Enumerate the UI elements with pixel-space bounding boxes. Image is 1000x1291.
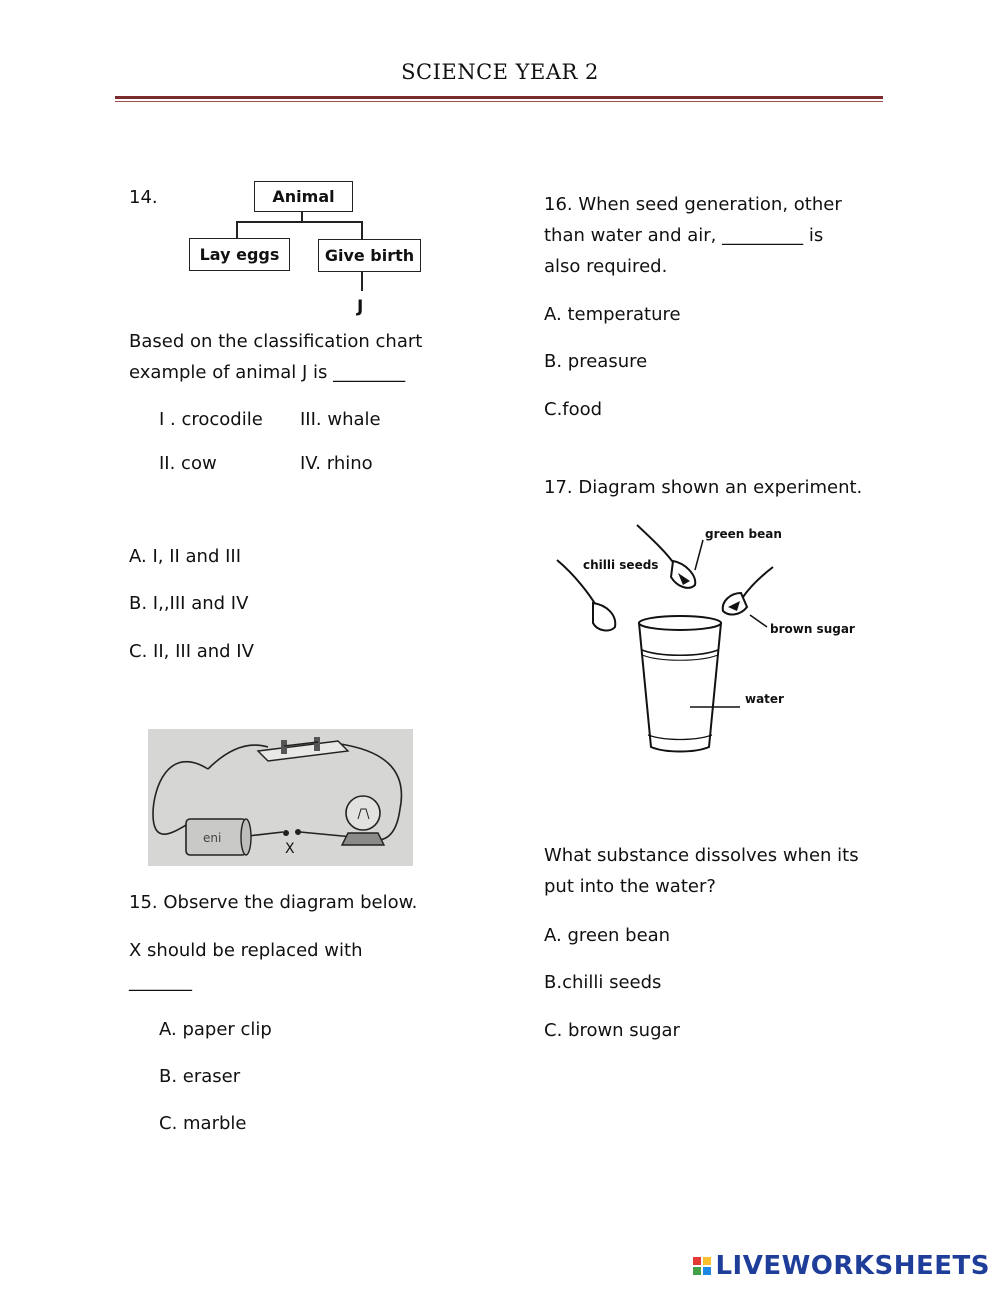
q15-blank: _______ — [129, 971, 192, 992]
glass — [639, 623, 721, 752]
q14-prompt-line1: Based on the classification chart — [129, 331, 423, 352]
q15-line1: 15. Observe the diagram below. — [129, 892, 418, 913]
switch-post — [281, 740, 287, 754]
q15-option-c[interactable]: C. marble — [159, 1113, 247, 1134]
q17-question-line2: put into the water? — [544, 876, 716, 897]
logo-text: LIVEWORKSHEETS — [715, 1251, 990, 1281]
q14-item: III. whale — [300, 409, 381, 430]
bulb-holder — [342, 833, 384, 845]
header-rule — [115, 96, 883, 99]
q15-option-a[interactable]: A. paper clip — [159, 1019, 272, 1040]
experiment-diagram — [545, 515, 865, 760]
circuit-diagram — [148, 729, 413, 866]
q17-line1: 17. Diagram shown an experiment. — [544, 477, 863, 498]
circuit-wire — [208, 745, 268, 769]
gap-terminal — [295, 829, 301, 835]
chart-node-animal: Animal — [254, 181, 353, 212]
battery-end — [241, 819, 251, 855]
page-title: SCIENCE YEAR 2 — [401, 60, 599, 84]
battery-print: eni — [203, 831, 222, 845]
gap-terminal — [283, 830, 289, 836]
spoon-handle — [743, 567, 773, 597]
q16-line3: also required. — [544, 256, 668, 277]
q14-item: IV. rhino — [300, 453, 373, 474]
q14-option-c[interactable]: C. II, III and IV — [129, 641, 254, 662]
q17-option-a[interactable]: A. green bean — [544, 925, 671, 946]
q16-option-a[interactable]: A. temperature — [544, 304, 681, 325]
q14-prompt-line2: example of animal J is ________ — [129, 362, 406, 383]
q17-option-c[interactable]: C. brown sugar — [544, 1020, 680, 1041]
q17-question-line1: What substance dissolves when its — [544, 845, 859, 866]
bulb — [346, 796, 380, 830]
q14-item: II. cow — [159, 453, 217, 474]
q14-option-b[interactable]: B. I,,III and IV — [129, 593, 249, 614]
experiment-drawing — [545, 515, 865, 760]
label-water: water — [745, 692, 784, 706]
circuit-x-label: X — [285, 841, 295, 857]
label-leader — [750, 615, 767, 627]
label-leader — [695, 540, 703, 570]
chart-connector — [361, 221, 363, 239]
glass-rim — [639, 616, 721, 630]
label-chilli-seeds: chilli seeds — [583, 558, 659, 572]
switch-post — [314, 737, 320, 751]
q15-line2: X should be replaced with — [129, 940, 363, 961]
chart-connector — [236, 221, 238, 238]
circuit-photo — [148, 729, 413, 866]
q14-number: 14. — [129, 187, 158, 208]
spoon-chilli — [593, 603, 615, 630]
q14-item: I . crocodile — [159, 409, 263, 430]
chart-node-lay-eggs: Lay eggs — [189, 238, 290, 271]
q14-option-a[interactable]: A. I, II and III — [129, 546, 242, 567]
q16-option-c[interactable]: C.food — [544, 399, 603, 420]
liveworksheets-logo[interactable] — [693, 1251, 990, 1281]
chart-connector — [361, 271, 363, 291]
q15-option-b[interactable]: B. eraser — [159, 1066, 241, 1087]
label-brown-sugar: brown sugar — [770, 622, 855, 636]
q17-option-b[interactable]: B.chilli seeds — [544, 972, 662, 993]
q16-option-b[interactable]: B. preasure — [544, 351, 648, 372]
label-green-bean: green bean — [705, 527, 782, 541]
q16-line2: than water and air, _________ is — [544, 225, 824, 246]
header-rule-thin — [115, 101, 883, 102]
chart-node-j: J — [357, 297, 364, 317]
chart-connector — [236, 221, 362, 223]
logo-mark-icon — [693, 1257, 711, 1275]
chart-node-give-birth: Give birth — [318, 239, 421, 272]
q16-line1: 16. When seed generation, other — [544, 194, 842, 215]
